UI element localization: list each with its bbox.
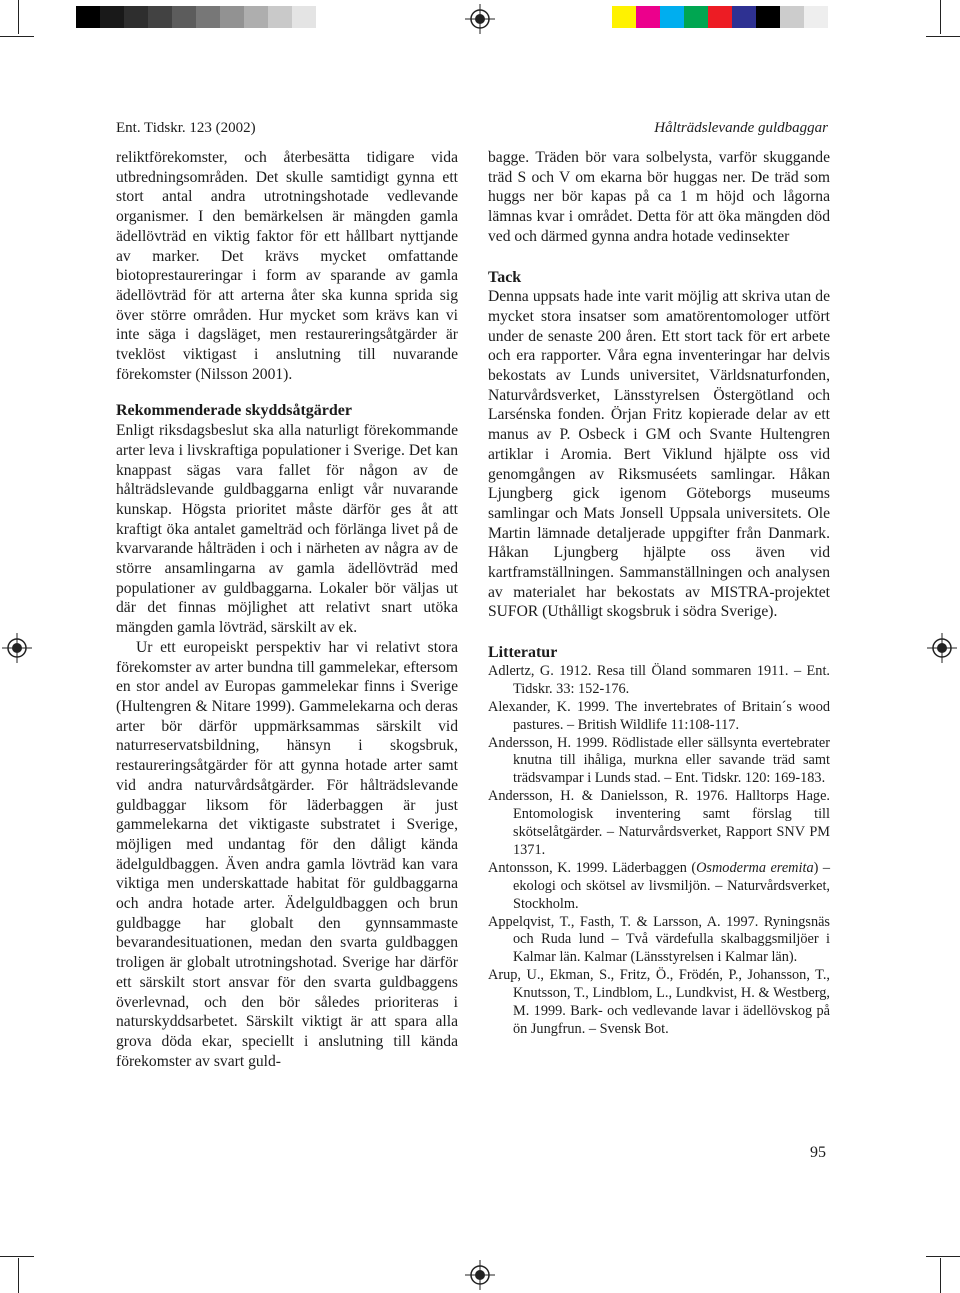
species-name: Osmoderma eremita <box>696 859 814 876</box>
section-heading: Rekommenderade skyddsåtgärder <box>116 402 352 420</box>
color-swatch <box>732 6 756 28</box>
paragraph: bagge. Träden bör vara solbelysta, varför skuggande träd S och V om ekarna bör huggas ner. De träd som huggs ner bör kapas på ca 1 m höjd och lågorna lämnas kvar i området. Detta för att öka mängden död ved och därmed gynna andra hotade vedinsekter <box>488 149 830 245</box>
paragraph: reliktförekomster, och återbesätta tidigare vida utbredningsområden. Det skulle samtidigt gynna ett stort antal andra utrotningshotade vedlevande organismer. I den bemärkelsen är mängden gamla ädellövträd en viktig faktor för ett hållbart nyttjande av marker. Det krävs mycket omfattande biotoprestaureringar i form av sparande av gamla ädellövträd för att arterna åter ska kunna sprida sig över större områden. Hur mycket som krävs kan vi inte säga i dagsläget, men restaureringsåtgärder är tveklöst viktigast i anslutning till nuvarande förekomster (Nilsson 2001). <box>116 149 458 383</box>
color-swatch <box>684 6 708 28</box>
color-swatch <box>172 6 196 28</box>
color-swatch <box>660 6 684 28</box>
color-swatch <box>244 6 268 28</box>
paragraph: Enligt riksdagsbeslut ska alla naturligt förekommande arter leva i livskraftiga populationer i Sverige. Det kan knappast sägas vara fallet för någon av de hålträdslevande guldbaggarna enligt vår nuvarande kunskap. Högsta prioritet måste därför ges åt att kraftigt öka antalet gamelträd och förlänga livet på de kvarvarande hålträden i och i närheten av några av de större ansamlingarna av gamla ädellövträd med populationer av guldbaggarna. Lokaler bör väljas ut där det finnas möjlighet att relativt snart utöka mängden gamla lövträd, särskilt av ek. <box>116 422 458 637</box>
reference-item: Adlertz, G. 1912. Resa till Öland sommaren 1911. – Ent. Tidskr. 33: 152-176. <box>488 662 830 697</box>
registration-mark-icon <box>465 4 495 34</box>
color-swatch <box>220 6 244 28</box>
running-title: Hålträdslevande guldbaggar <box>654 120 828 136</box>
right-column <box>488 148 830 1039</box>
crop-mark <box>926 1256 960 1257</box>
page-number: 95 <box>810 1144 826 1161</box>
reference-item: Appelqvist, T., Fasth, T. & Larsson, A. 1997. Ryningsnäs och Ruda lund – Två värdefulla skalbaggsmiljöer i Kalmar län. Kalmar (Länsstyrelsen i Kalmar län). <box>488 913 830 966</box>
color-swatch <box>124 6 148 28</box>
left-column <box>116 148 458 1071</box>
color-swatch <box>76 6 100 28</box>
grayscale-color-bar <box>76 6 316 28</box>
registration-mark-icon <box>465 1260 495 1290</box>
reference-item: Andersson, H. 1999. Rödlistade eller sällsynta evertebrater knutna till ihåliga, murkna eller savande träd samt trädsvampar i Lunds stad. – Ent. Tidskr. 120: 169-183. <box>488 734 830 787</box>
color-swatch <box>268 6 292 28</box>
color-swatch <box>148 6 172 28</box>
reference-text: Antonsson, K. 1999. Läderbaggen ( <box>488 859 697 876</box>
crop-mark <box>18 0 19 34</box>
color-swatch <box>636 6 660 28</box>
color-swatch <box>196 6 220 28</box>
registration-mark-icon <box>927 633 957 663</box>
section-heading: Litteratur <box>488 644 558 662</box>
reference-item: Andersson, H. & Danielsson, R. 1976. Halltorps Hage. Entomologisk inventering samt förslag till skötselåtgärder. – Naturvårdsverket, Rapport SNV PM 1371. <box>488 788 830 858</box>
section-heading: Tack <box>488 268 522 286</box>
cmyk-color-bar <box>612 6 828 28</box>
color-swatch <box>708 6 732 28</box>
color-swatch <box>292 6 316 28</box>
crop-mark <box>18 1258 19 1293</box>
crop-mark <box>940 0 941 34</box>
crop-mark <box>0 36 34 37</box>
crop-mark <box>940 1258 941 1293</box>
crop-mark <box>926 36 960 37</box>
reference-list <box>488 663 830 1039</box>
color-swatch <box>612 6 636 28</box>
reference-item: Arup, U., Ekman, S., Fritz, Ö., Frödén, P., Johansson, T., Knutsson, T., Lindblom, L., Lundkvist, H. & Westberg, M. 1999. Bark- och vedlevande lavar i ädellövskog på ön Jungfrun. – Svensk Bot. <box>488 967 830 1037</box>
journal-citation: Ent. Tidskr. 123 (2002) <box>116 120 256 136</box>
registration-mark-icon <box>2 633 32 663</box>
crop-mark <box>0 1256 34 1257</box>
paragraph: Ur ett europeiskt perspektiv har vi relativt stora förekomster av arter bundna till gammelekar, eftersom en stor andel av Europas gammelekar finns i Sverige (Hultengren & Nitare 1999). Gammelekarna och deras arter bör därför uppmärksammas särskilt vid naturreservatsbildning, hänsyn i skogsbruk, restaureringsåtgärder för att gynna hotade arter samt vid andra naturvårdsåtgärder. För hålträdslevande guldbaggar liksom för läderbaggen är just gammelekarna det viktigaste substratet i Sverige, möjligen med undantag för den dåligt kända ädelguldbaggen. Även andra gamla lövträd kan vara viktiga men underskattade habitat för guldbaggarna och andra hotade arter. Ädelguldbaggen och brun guldbagge har globalt den gynnsammaste bevarandesituationen, medan den svarta guldbaggen troligen är globalt utrotningshotad. Sverige har därför ett särskilt stort ansvar för den svarta guldbaggens överlevnad, och den bör således prioriteras i naturskyddsarbetet. Särskilt viktigt är att spara alla grova döda ekar, speciellt i anslutning till kända förekomster av svart guld- <box>116 638 458 1070</box>
color-swatch <box>804 6 828 28</box>
color-swatch <box>756 6 780 28</box>
color-swatch <box>780 6 804 28</box>
reference-text: ) – ekologi och skötsel av livsmiljön. – Naturvårdsverket, Stockholm. <box>513 859 830 912</box>
paragraph: Denna uppsats hade inte varit möjlig att skriva utan de mycket stora insatser som amatörentomologer utfört under de senaste 200 åren. Ett stort tack för ert arbete och era rapporter. Våra egna inventeringar har delvis bekostats av Lunds universitet, Världsnaturfonden, Naturvårdsverket, Länsstyrelsen Östergötland och Larsénska fonden. Örjan Fritz kopierade delar av ett manus av P. Osbeck i GM och Svante Hultengren artiklar i Aromia. Bert Viklund hjälpte oss vid genomgången av Riksmuséets samlingar. Håkan Ljungberg gick igenom Göteborgs museums samlingar och Mats Jonsell Uppsala universitets. Ole Martin lämnade detaljerade uppgifter från Danmark. Håkan Ljungberg hjälpte oss även vid kartframställningen. Sammanställningen och analysen av materialet har bekostats av MISTRA-projektet SUFOR (Uthålligt skogsbruk i södra Sverige). <box>488 288 830 621</box>
reference-item: Alexander, K. 1999. The invertebrates of Britain´s wood pastures. – British Wildlife 11:108-117. <box>488 698 830 733</box>
color-swatch <box>100 6 124 28</box>
reference-item <box>488 860 830 914</box>
